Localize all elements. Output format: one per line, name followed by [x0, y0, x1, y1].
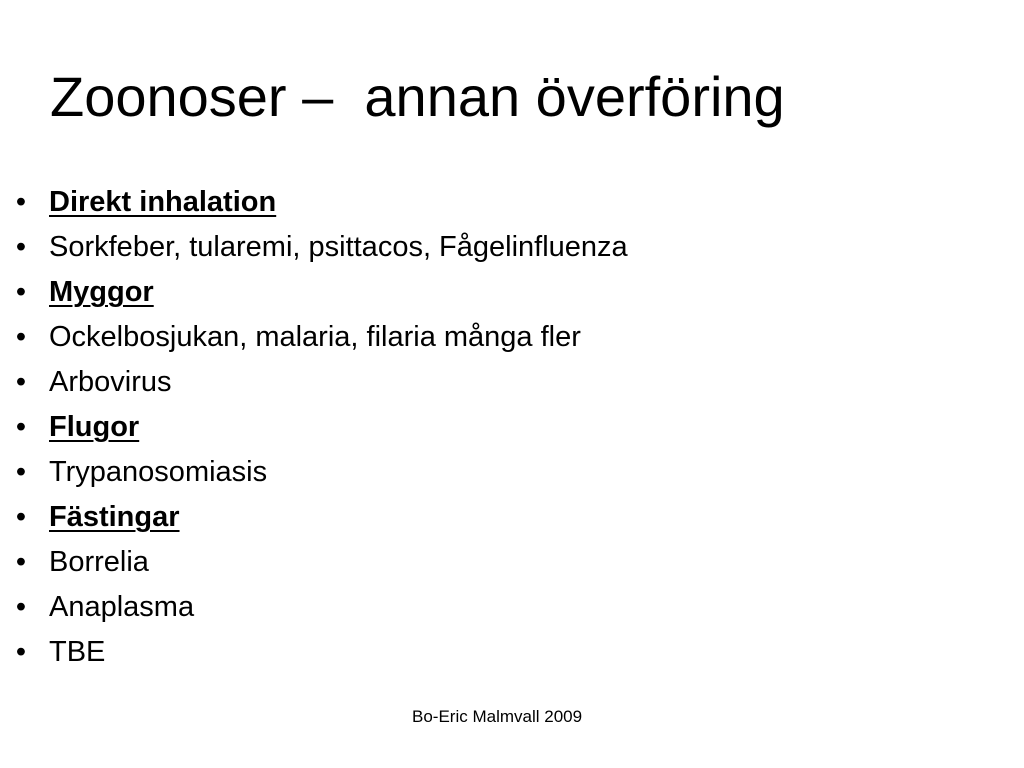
bullet-point-icon: •	[15, 636, 27, 668]
bullet-text: TBE	[49, 636, 106, 668]
bullet-text: Trypanosomiasis	[49, 456, 268, 488]
bullet-text: Anaplasma	[49, 591, 195, 623]
bullet-point-icon: •	[15, 321, 27, 353]
bullet-point-icon: •	[15, 546, 27, 578]
bullet-heading: Direkt inhalation	[49, 186, 277, 218]
bullet-heading: Flugor	[49, 411, 140, 443]
bullet-point-icon: •	[15, 501, 27, 533]
bullet-text: Arbovirus	[49, 366, 172, 398]
bullet-text: Ockelbosjukan, malaria, filaria många fler	[49, 321, 581, 353]
bullet-point-icon: •	[15, 186, 27, 218]
slide-title: Zoonoser – annan överföring	[50, 65, 785, 128]
bullet-point-icon: •	[15, 456, 27, 488]
bullet-heading: Myggor	[49, 276, 154, 308]
bullet-point-icon: •	[15, 411, 27, 443]
bullet-text: Sorkfeber, tularemi, psittacos, Fågelinfluenza	[49, 231, 628, 263]
bullet-heading: Fästingar	[49, 501, 180, 533]
bullet-point-icon: •	[15, 231, 27, 263]
bullet-point-icon: •	[15, 276, 27, 308]
bullet-point-icon: •	[15, 591, 27, 623]
bullet-point-icon: •	[15, 366, 27, 398]
bullet-text: Borrelia	[49, 546, 149, 578]
slide-footer: Bo-Eric Malmvall 2009	[412, 707, 583, 726]
